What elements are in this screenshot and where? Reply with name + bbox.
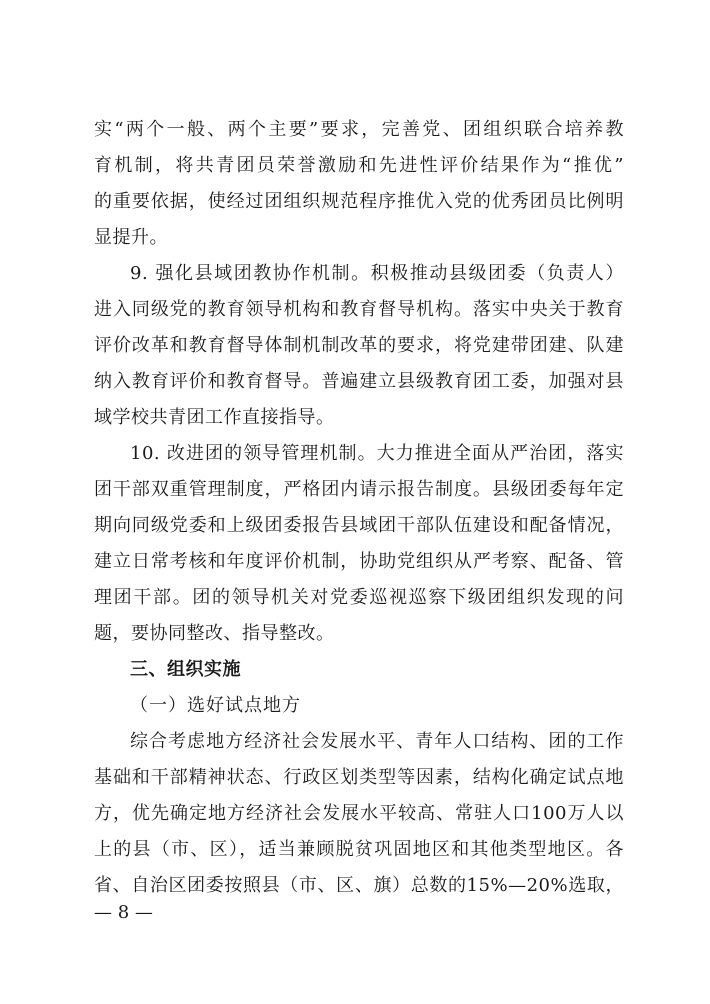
text-line: 综合考虑地方经济社会发展水平、青年人口结构、团的工作 xyxy=(130,731,624,752)
text-line: 域学校共青团工作直接指导。 xyxy=(94,407,335,428)
text-line: 评价改革和教育督导体制机制改革的要求，将党建带团建、队建 xyxy=(94,335,624,356)
text-line: 题，要协同整改、指导整改。 xyxy=(94,623,335,644)
text-line: 基础和干部精神状态、行政区划类型等因素，结构化确定试点地 xyxy=(94,767,624,788)
text-line: 实“两个一般、两个主要”要求，完善党、团组织联合培养教 xyxy=(94,119,624,140)
text-line: 方，优先确定地方经济社会发展水平较高、常驻人口100万人以 xyxy=(94,803,624,824)
text-line: 显提升。 xyxy=(94,227,168,248)
text-line: 进入同级党的教育领导机构和教育督导机构。落实中央关于教育 xyxy=(94,299,624,320)
section-heading: 三、组织实施 xyxy=(130,659,241,680)
page-number: — 8 — xyxy=(94,902,153,923)
text-line: 团干部双重管理制度，严格团内请示报告制度。县级团委每年定 xyxy=(94,479,624,500)
text-line: 期向同级党委和上级团委报告县域团干部队伍建设和配备情况， xyxy=(94,515,624,536)
text-line: 上的县（市、区），适当兼顾脱贫巩固地区和其他类型地区。各 xyxy=(94,839,624,860)
text-line: 纳入教育评价和教育督导。普遍建立县级教育团工委，加强对县 xyxy=(94,371,624,392)
text-line: 9. 强化县域团教协作机制。积极推动县级团委（负责人） xyxy=(130,263,624,284)
text-line: 理团干部。团的领导机关对党委巡视巡察下级团组织发现的问 xyxy=(94,587,624,608)
text-line: 10. 改进团的领导管理机制。大力推进全面从严治团，落实 xyxy=(130,443,624,464)
text-line: 建立日常考核和年度评价机制，协助党组织从严考察、配备、管 xyxy=(94,551,624,572)
subsection-heading: （一）选好试点地方 xyxy=(130,695,301,716)
text-line: 省、自治区团委按照县（市、区、旗）总数的15%—20%选取， xyxy=(94,875,624,896)
text-line: 育机制，将共青团员荣誉激励和先进性评价结果作为“推优” xyxy=(94,155,624,176)
text-line: 的重要依据，使经过团组织规范程序推优入党的优秀团员比例明 xyxy=(94,191,624,212)
